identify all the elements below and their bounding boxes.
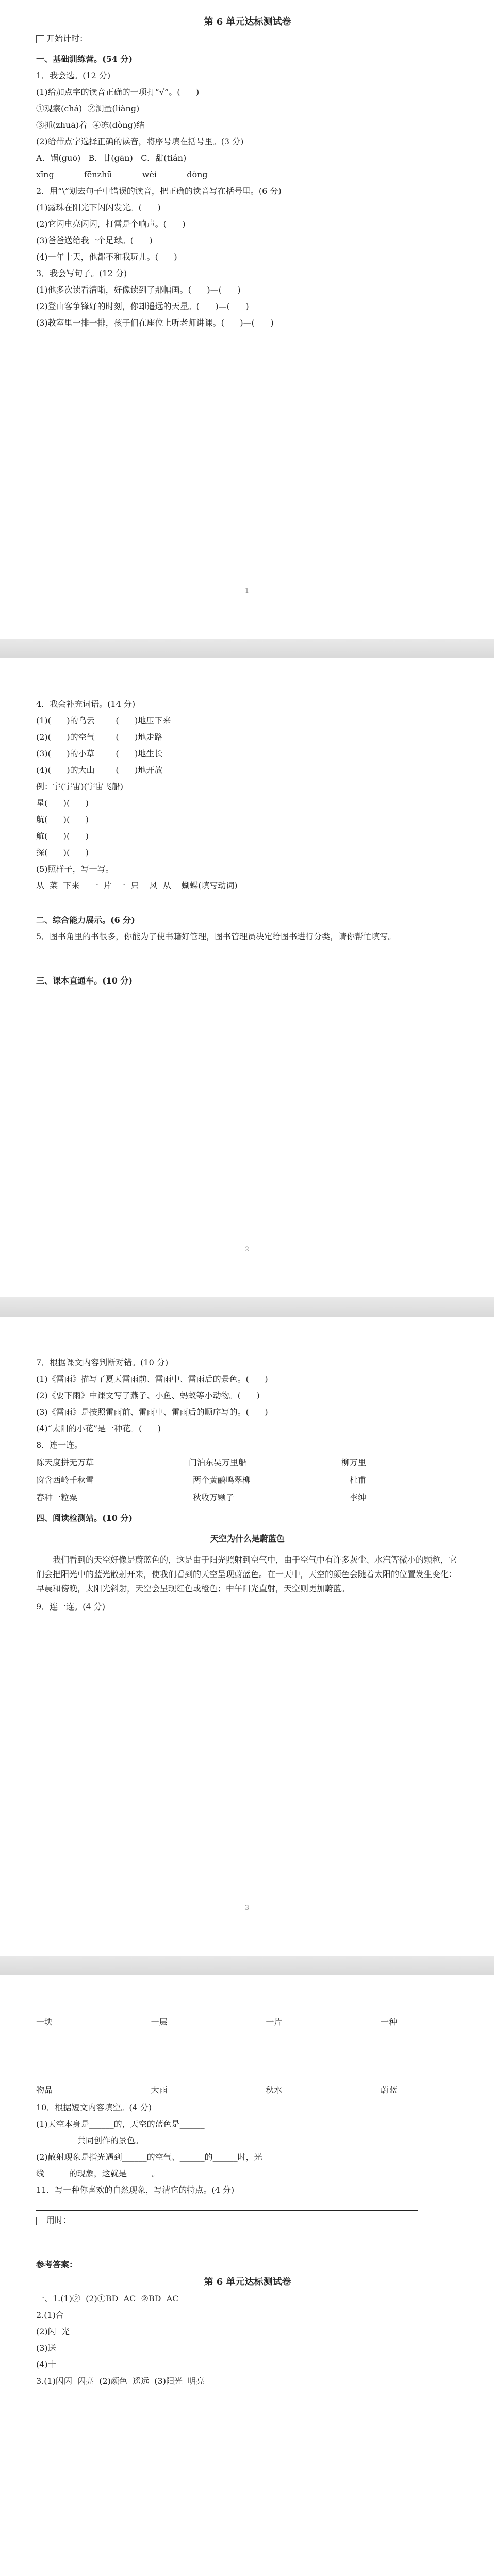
word-line: 探( )( ) [36,848,89,857]
answer-line-text: (2)闪 光 [36,2327,70,2336]
timing-label: 开始计时： [36,32,459,45]
question-4-line: (1)( )的乌云 ( )地压下来 [36,716,171,725]
question-3: 3．我会写句子。(12 分) [36,268,127,278]
clock-icon [36,35,44,43]
connect-top-item: 一层 [151,2017,168,2027]
page-3 [0,1317,494,1956]
pinyin-row: xīng______ fēnzhū______ wèi______ dòng______ [36,170,233,179]
page-1 [0,0,494,639]
section-2-text: 5．图书角里的书很多，你能为了使书籍好管理，图书管理员决定给图书进行分类，请你帮忙填写。 [36,931,397,941]
answer-line-text: (4)十 [36,2360,56,2369]
page-separator [0,639,494,658]
match-row [36,1456,366,1469]
page-number: 2 [244,1246,250,1253]
paper-title: 第 6 单元达标测试卷 [204,16,291,27]
question-3-line: (1)他多次读看清晰，好像读到了那幅画。( )—( ) [36,285,241,295]
question-3-line: (2)登山客争锋好的时刻，你却遥远的天星。( )—( ) [36,301,249,311]
question-4-line: (2)( )的空气 ( )地走路 [36,732,163,742]
clock-icon [36,2217,44,2225]
page-separator [0,1297,494,1317]
answer-line-text: 2.(1)合 [36,2310,64,2320]
match-left: 窗含西岭千秋雪 [36,1475,94,1485]
page-2 [0,658,494,1297]
question-8: 8．连一连。 [36,1440,83,1450]
answer-line-text: 3.(1)闪闪 闪亮 (2)颜色 遥远 (3)阳光 明亮 [36,2376,205,2386]
answer-line [36,895,397,906]
connect-bottom-item: 大雨 [151,2085,168,2095]
word-example: 例：宇(宇宙)(宇宙飞船) [36,782,123,791]
question-4-5-items: 从 菜 下来 一 片 一 只 风 从 蝴蝶(填写动词) [36,880,238,890]
connect-bottom-row [36,2083,397,2097]
connect-top-row [36,2015,397,2029]
question-1-1: (1)给加点字的读音正确的一项打“√”。( ) [36,87,200,97]
section-3-heading: 三、课本直通车。(10 分) [36,976,133,986]
question-10: 10．根据短文内容填空。(4 分) [36,2103,152,2112]
passage-title: 天空为什么是蔚蓝色 [210,1534,285,1544]
connect-top-item: 一片 [266,2017,283,2027]
word-line: 航( )( ) [36,831,89,841]
question-2-line: (1)露珠在阳光下闪闪发光。( ) [36,202,161,212]
question-11: 11．写一种你喜欢的自然现象，写清它的特点。(4 分) [36,2185,235,2195]
answer-blank [107,957,169,967]
question-7-line: (1)《雷雨》描写了夏天雷雨前、雷雨中、雷雨后的景色。( ) [36,1374,268,1384]
question-10-line: __________共同创作的景色。 [36,2136,144,2145]
match-row [36,1491,366,1504]
match-mid: 门泊东吴万里船 [188,1458,246,1467]
answers-subtitle: 第 6 单元达标测试卷 [204,2277,291,2287]
question-9: 9．连一连。(4 分) [36,1602,105,1612]
page-separator [0,1956,494,1975]
connect-top-item: 一块 [36,2017,53,2027]
page-4 [0,1975,494,2576]
question-2: 2．用“\”划去句子中错误的读音，把正确的读音写在括号里。(6 分) [36,186,282,196]
connect-top-item: 一种 [380,2017,397,2027]
question-10-line: 线______的现象，这就是______。 [36,2168,160,2178]
question-4-line: (3)( )的小草 ( )地生长 [36,749,163,758]
question-7-line: (4)“太阳的小花”是一种花。( ) [36,1423,161,1433]
question-4: 4．我会补充词语。(14 分) [36,699,136,709]
question-1-2-option: A．锅(guō) B．甘(gān) C．甜(tián) [36,153,187,163]
match-mid: 秋收万颗子 [192,1493,234,1502]
match-left: 春种一粒粟 [36,1493,78,1502]
page-number: 1 [244,587,250,595]
question-4-line: (4)( )的大山 ( )地开放 [36,765,163,775]
answer-line-text: 一、1.(1)② (2)①BD AC ②BD AC [36,2294,179,2303]
answer-line [36,2200,418,2211]
page-number: 3 [244,1904,250,1912]
answer-blank [175,957,237,967]
answers-heading: 参考答案： [36,2260,78,2269]
question-4-5: (5)照样子，写一写。 [36,864,114,874]
question-7-line: (2)《要下雨》中课文写了燕子、小鱼、蚂蚁等小动物。( ) [36,1391,260,1400]
question-1-option: ①观察(chá) ②测量(liàng) [36,104,140,113]
section-1-heading: 一、基础训练营。(54 分) [36,54,133,64]
answer-blank [39,957,101,967]
question-10-line: (2)散射现象是指光遇到______的空气、______的______时，光 [36,2152,262,2162]
match-mid: 两个黄鹂鸣翠柳 [192,1475,251,1485]
question-1: 1．我会选。(12 分) [36,71,111,80]
section-4-heading: 四、阅读检测站。(10 分) [36,1513,133,1523]
match-right: 杜甫 [349,1475,366,1485]
question-2-line: (3)爸爸送给我一个足球。( ) [36,235,153,245]
match-right: 李绅 [349,1493,366,1502]
word-line: 航( )( ) [36,815,89,824]
connect-bottom-item: 秋水 [266,2085,283,2095]
word-line: 星( )( ) [36,798,89,808]
question-7: 7．根据课文内容判断对错。(10 分) [36,1358,169,1367]
match-right: 柳万里 [341,1458,366,1467]
question-3-line: (3)教室里一排一排，孩子们在座位上听老师讲课。( )—( ) [36,318,274,328]
passage-body: 我们看到的天空好像是蔚蓝色的，这是由于阳光照射到空气中，由于空气中有许多灰尘、水汽等微小的颗粒，它们会把阳光中的蓝光散射开来，使我们看到的天空呈现蔚蓝色。在一天中，天空的颜色会随着太阳的位置发生变化：早晨和傍晚，太阳光斜射，天空会呈现红色或橙色；中午阳光直射，天空则更加蔚蓝。 [36,1555,457,1594]
question-1-option: ③抓(zhuā)着 ④冻(dòng)结 [36,120,145,130]
question-2-line: (4)一年十天，他都不和我玩儿。( ) [36,252,177,262]
section-2-heading: 二、综合能力展示。(6 分) [36,915,135,925]
connect-bottom-item: 蔚蓝 [380,2085,397,2095]
connect-bottom-item: 物品 [36,2085,53,2095]
finish-timing: 用时： [36,2214,459,2227]
match-left: 陈天度拼无万草 [36,1458,94,1467]
question-7-line: (3)《雷雨》是按照雷雨前、雷雨中、雷雨后的顺序写的。( ) [36,1407,268,1417]
question-2-line: (2)它闪电亮闪闪，打雷是个响声。( ) [36,219,186,229]
answer-line-text: (3)送 [36,2343,56,2353]
match-row [36,1473,366,1487]
question-10-line: (1)天空本身是______的，天空的蓝色是______ [36,2119,205,2129]
question-1-2: (2)给带点字选择正确的读音，将序号填在括号里。(3 分) [36,137,244,146]
